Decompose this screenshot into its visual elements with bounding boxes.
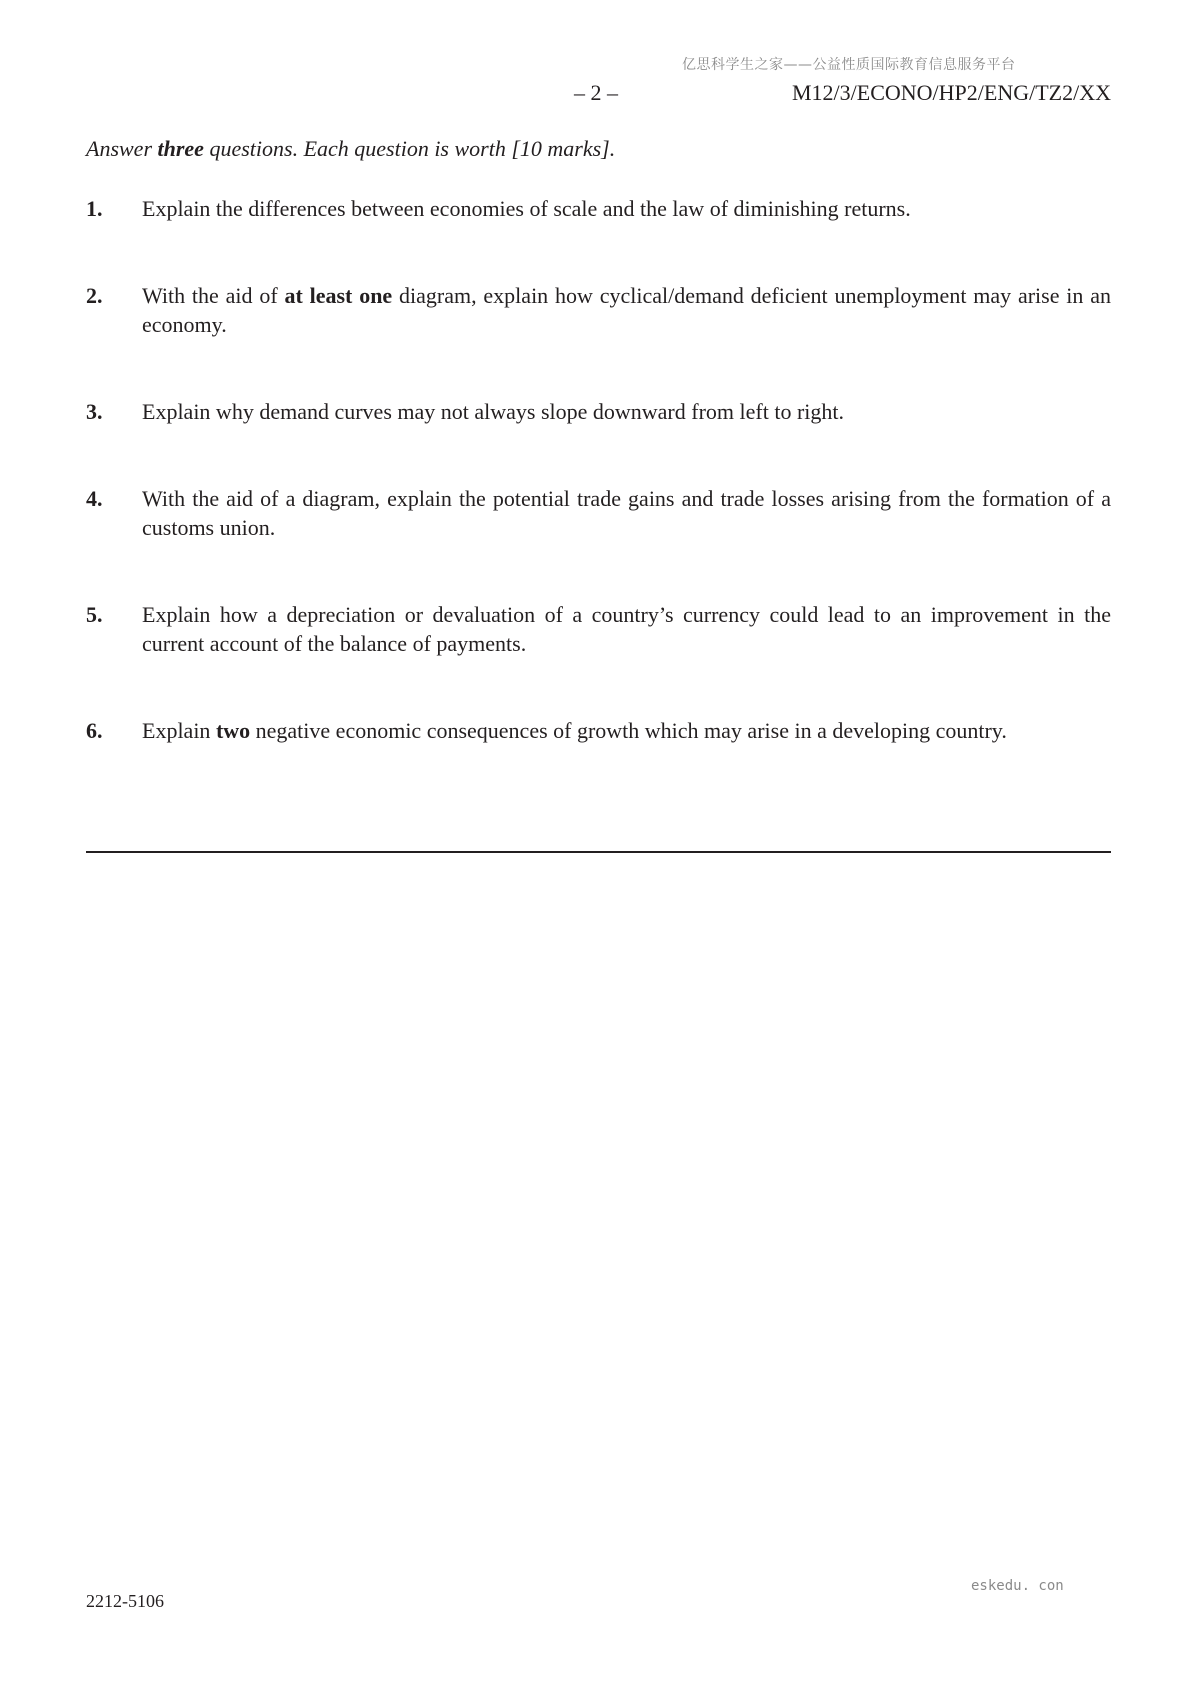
question-text xyxy=(142,600,1111,658)
question-text-bold: two xyxy=(215,718,251,743)
question-text xyxy=(142,716,1111,745)
question-6 xyxy=(86,716,1111,745)
question-list xyxy=(86,194,1111,803)
question-text-part: With the aid of xyxy=(142,283,285,308)
question-3 xyxy=(86,397,1111,426)
question-number: 6. xyxy=(86,718,103,743)
question-text-part: diagram, explain how cyclical/demand deficient unemployment may arise in an economy. xyxy=(142,283,1111,337)
question-text-part: Explain the differences between economies of scale and the law of diminishing returns. xyxy=(142,196,911,221)
instructions-prefix: Answer xyxy=(86,136,158,161)
question-number: 5. xyxy=(86,602,103,627)
question-number: 3. xyxy=(86,399,103,424)
question-text-part: Explain why demand curves may not always slope downward from left to right. xyxy=(142,399,845,424)
instructions-suffix: questions. Each question is worth [10 marks]. xyxy=(203,136,616,161)
question-text-part: Explain xyxy=(142,718,216,743)
question-text xyxy=(142,194,1111,223)
question-text xyxy=(142,397,1111,426)
question-text xyxy=(142,281,1111,339)
question-text xyxy=(142,484,1111,542)
header-watermark: 亿思科学生之家——公益性质国际教育信息服务平台 xyxy=(682,57,1016,73)
question-5 xyxy=(86,600,1111,658)
question-2 xyxy=(86,281,1111,339)
footer-code: 2212-5106 xyxy=(86,1591,164,1611)
question-text-part: Explain how a depreciation or devaluation of a country’s currency could lead to an improvement in the current account of the balance of payments. xyxy=(142,602,1111,656)
question-number: 4. xyxy=(86,486,103,511)
instructions xyxy=(86,136,615,162)
question-text-bold: at least one xyxy=(284,283,393,308)
question-text-part: With the aid of a diagram, explain the potential trade gains and trade losses arising from the formation of a customs union. xyxy=(142,486,1111,540)
question-text-part: negative economic consequences of growth which may arise in a developing country. xyxy=(250,718,1007,743)
question-4 xyxy=(86,484,1111,542)
footer-watermark: eskedu. con xyxy=(971,1578,1064,1594)
question-number: 1. xyxy=(86,196,103,221)
instructions-emphasis: three xyxy=(157,136,204,161)
question-number: 2. xyxy=(86,283,103,308)
paper-code: M12/3/ECONO/HP2/ENG/TZ2/XX xyxy=(792,80,1111,105)
question-1 xyxy=(86,194,1111,223)
end-rule xyxy=(86,851,1111,853)
page-number: – 2 – xyxy=(574,80,618,105)
